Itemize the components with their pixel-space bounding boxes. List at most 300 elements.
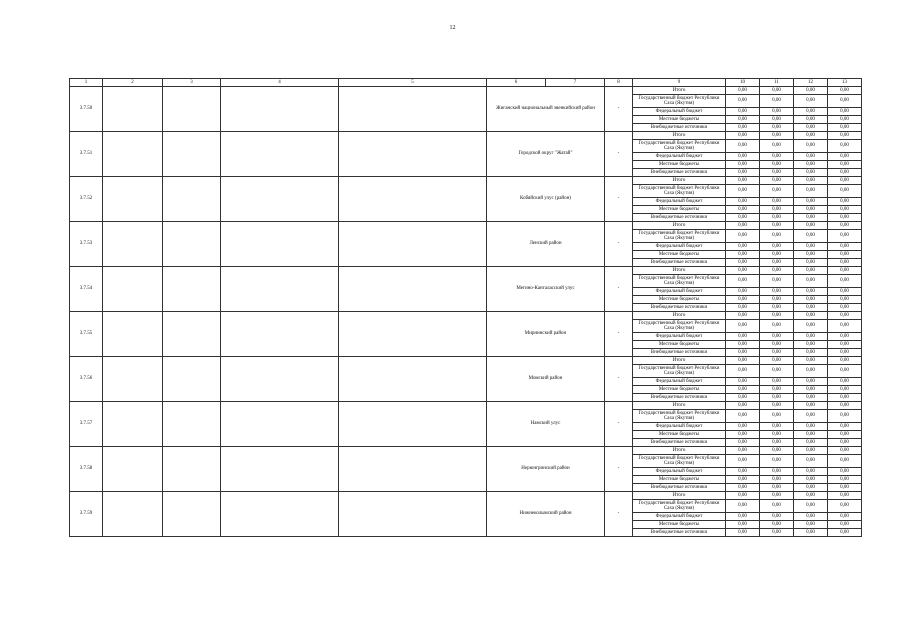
amount-cell: 0,00 [726,492,760,500]
amount-cell: 0,00 [760,410,794,423]
amount-cell: 0,00 [726,394,760,402]
header-cell-col-13: 13 [828,79,862,87]
col-2-cell [103,132,163,177]
amount-cell: 0,00 [726,259,760,267]
amount-cell: 0,00 [794,206,828,214]
amount-cell: 0,00 [794,116,828,124]
col-2-cell [103,267,163,312]
amount-cell: 0,00 [726,521,760,529]
amount-cell: 0,00 [828,476,862,484]
amount-cell: 0,00 [760,304,794,312]
col-2-cell [103,447,163,492]
amount-cell: 0,00 [794,275,828,288]
amount-cell: 0,00 [760,169,794,177]
funding-source: Итого [633,312,726,320]
amount-cell: 0,00 [726,333,760,341]
col-5-cell [339,132,487,177]
table-row [70,177,862,185]
amount-cell: 0,00 [726,230,760,243]
amount-cell: 0,00 [760,206,794,214]
amount-cell: 0,00 [726,153,760,161]
funding-source: Федеральный бюджет [633,378,726,386]
funding-source: Итого [633,132,726,140]
amount-cell: 0,00 [828,87,862,95]
col-5-cell [339,447,487,492]
funding-source: Местные бюджеты [633,206,726,214]
col-4-cell [221,87,339,132]
amount-cell: 0,00 [794,312,828,320]
header-cell-col-10: 10 [726,79,760,87]
amount-cell: 0,00 [828,275,862,288]
funding-source: Местные бюджеты [633,116,726,124]
amount-cell: 0,00 [794,304,828,312]
col-4-cell [221,312,339,357]
funding-source: Государственный бюджет Республики Саха (Якутия) [633,320,726,333]
header-cell-col-2: 2 [103,79,163,87]
col-3-cell [163,132,221,177]
amount-cell: 0,00 [828,320,862,333]
funding-source: Государственный бюджет Республики Саха (Якутия) [633,95,726,108]
col-4-cell [221,492,339,537]
amount-cell: 0,00 [794,214,828,222]
amount-cell: 0,00 [794,185,828,198]
amount-cell: 0,00 [760,108,794,116]
funding-source: Итого [633,402,726,410]
amount-cell: 0,00 [794,357,828,365]
funding-source: Внебюджетные источники [633,439,726,447]
amount-cell: 0,00 [760,124,794,132]
amount-cell: 0,00 [794,349,828,357]
col-5-cell [339,492,487,537]
col-3-cell [163,447,221,492]
amount-cell: 0,00 [794,386,828,394]
amount-cell: 0,00 [794,132,828,140]
amount-cell: 0,00 [760,140,794,153]
amount-cell: 0,00 [794,333,828,341]
amount-cell: 0,00 [828,423,862,431]
row-code: 3.7.52 [70,177,103,222]
funding-source: Внебюджетные источники [633,529,726,537]
funding-source: Федеральный бюджет [633,513,726,521]
amount-cell: 0,00 [828,431,862,439]
amount-cell: 0,00 [726,267,760,275]
amount-cell: 0,00 [828,169,862,177]
amount-cell: 0,00 [726,410,760,423]
amount-cell: 0,00 [726,447,760,455]
amount-cell: 0,00 [794,259,828,267]
district-name: Жиганский национальный эвенкийский район [487,87,605,132]
amount-cell: 0,00 [794,288,828,296]
funding-source: Внебюджетные источники [633,214,726,222]
table-row [70,447,862,455]
col-2-cell [103,177,163,222]
funding-source: Местные бюджеты [633,296,726,304]
col-2-cell [103,402,163,447]
page-number: 12 [449,25,456,31]
amount-cell: 0,00 [760,312,794,320]
amount-cell: 0,00 [760,513,794,521]
amount-cell: 0,00 [760,95,794,108]
funding-source: Внебюджетные источники [633,169,726,177]
amount-cell: 0,00 [828,95,862,108]
table-row [70,312,862,320]
amount-cell: 0,00 [828,153,862,161]
amount-cell: 0,00 [760,500,794,513]
header-cell-col-8: 8 [605,79,633,87]
amount-cell: 0,00 [726,431,760,439]
amount-cell: 0,00 [726,320,760,333]
amount-cell: 0,00 [760,423,794,431]
amount-cell: 0,00 [828,288,862,296]
funding-source: Государственный бюджет Республики Саха (Якутия) [633,500,726,513]
table-row [70,357,862,365]
col-4-cell [221,132,339,177]
amount-cell: 0,00 [760,365,794,378]
amount-cell: 0,00 [726,378,760,386]
amount-cell: 0,00 [726,341,760,349]
amount-cell: 0,00 [794,161,828,169]
col-3-cell [163,267,221,312]
amount-cell: 0,00 [726,476,760,484]
amount-cell: 0,00 [794,251,828,259]
amount-cell: 0,00 [828,484,862,492]
district-name: Ленский район [487,222,605,267]
amount-cell: 0,00 [726,87,760,95]
funding-source: Внебюджетные источники [633,259,726,267]
amount-cell: 0,00 [828,140,862,153]
header-cell-col-12: 12 [794,79,828,87]
funding-source: Местные бюджеты [633,341,726,349]
funding-source: Федеральный бюджет [633,423,726,431]
amount-cell: 0,00 [726,177,760,185]
district-name: Нерюнгринский район [487,447,605,492]
amount-cell: 0,00 [794,341,828,349]
amount-cell: 0,00 [760,87,794,95]
col-8-dash: - [605,402,633,447]
amount-cell: 0,00 [794,431,828,439]
funding-source: Итого [633,177,726,185]
amount-cell: 0,00 [760,288,794,296]
amount-cell: 0,00 [794,198,828,206]
funding-source: Внебюджетные источники [633,484,726,492]
row-code: 3.7.57 [70,402,103,447]
col-5-cell [339,312,487,357]
amount-cell: 0,00 [726,500,760,513]
amount-cell: 0,00 [760,214,794,222]
amount-cell: 0,00 [726,288,760,296]
col-5-cell [339,267,487,312]
amount-cell: 0,00 [760,153,794,161]
amount-cell: 0,00 [828,357,862,365]
col-4-cell [221,222,339,267]
header-cell-col-11: 11 [760,79,794,87]
col-4-cell [221,357,339,402]
col-5-cell [339,222,487,267]
funding-source: Государственный бюджет Республики Саха (Якутия) [633,140,726,153]
col-5-cell [339,402,487,447]
row-code: 3.7.50 [70,87,103,132]
col-8-dash: - [605,132,633,177]
amount-cell: 0,00 [760,529,794,537]
amount-cell: 0,00 [726,402,760,410]
col-5-cell [339,177,487,222]
table-body [70,79,862,537]
funding-source: Местные бюджеты [633,386,726,394]
amount-cell: 0,00 [794,222,828,230]
amount-cell: 0,00 [760,394,794,402]
header-cell-col-1: 1 [70,79,103,87]
amount-cell: 0,00 [760,402,794,410]
funding-source: Федеральный бюджет [633,243,726,251]
col-3-cell [163,177,221,222]
col-3-cell [163,357,221,402]
amount-cell: 0,00 [828,365,862,378]
col-4-cell [221,267,339,312]
col-3-cell [163,312,221,357]
amount-cell: 0,00 [794,521,828,529]
table-row [70,132,862,140]
funding-source: Итого [633,357,726,365]
funding-source: Внебюджетные источники [633,124,726,132]
amount-cell: 0,00 [726,108,760,116]
amount-cell: 0,00 [828,296,862,304]
col-2-cell [103,87,163,132]
funding-source: Внебюджетные источники [633,394,726,402]
amount-cell: 0,00 [726,439,760,447]
col-4-cell [221,402,339,447]
amount-cell: 0,00 [794,87,828,95]
amount-cell: 0,00 [828,341,862,349]
amount-cell: 0,00 [726,198,760,206]
amount-cell: 0,00 [760,177,794,185]
col-2-cell [103,312,163,357]
amount-cell: 0,00 [760,349,794,357]
amount-cell: 0,00 [726,365,760,378]
amount-cell: 0,00 [726,312,760,320]
funding-source: Местные бюджеты [633,161,726,169]
amount-cell: 0,00 [794,500,828,513]
amount-cell: 0,00 [828,447,862,455]
amount-cell: 0,00 [760,484,794,492]
amount-cell: 0,00 [760,476,794,484]
amount-cell: 0,00 [726,275,760,288]
amount-cell: 0,00 [794,230,828,243]
amount-cell: 0,00 [726,214,760,222]
funding-source: Местные бюджеты [633,476,726,484]
amount-cell: 0,00 [760,492,794,500]
financing-table-container [69,78,862,537]
col-8-dash: - [605,87,633,132]
amount-cell: 0,00 [760,357,794,365]
funding-source: Итого [633,87,726,95]
amount-cell: 0,00 [794,492,828,500]
funding-source: Федеральный бюджет [633,333,726,341]
col-2-cell [103,222,163,267]
amount-cell: 0,00 [726,161,760,169]
amount-cell: 0,00 [726,169,760,177]
amount-cell: 0,00 [726,222,760,230]
amount-cell: 0,00 [828,529,862,537]
amount-cell: 0,00 [828,259,862,267]
amount-cell: 0,00 [726,95,760,108]
amount-cell: 0,00 [828,161,862,169]
amount-cell: 0,00 [726,132,760,140]
amount-cell: 0,00 [760,455,794,468]
header-cell-col-6: 6 [487,79,546,87]
row-code: 3.7.59 [70,492,103,537]
amount-cell: 0,00 [828,468,862,476]
amount-cell: 0,00 [794,296,828,304]
amount-cell: 0,00 [794,410,828,423]
amount-cell: 0,00 [794,447,828,455]
amount-cell: 0,00 [760,251,794,259]
amount-cell: 0,00 [794,108,828,116]
amount-cell: 0,00 [828,386,862,394]
table-row [70,87,862,95]
amount-cell: 0,00 [828,230,862,243]
funding-source: Федеральный бюджет [633,198,726,206]
amount-cell: 0,00 [760,116,794,124]
funding-source: Федеральный бюджет [633,288,726,296]
table-row [70,492,862,500]
funding-source: Местные бюджеты [633,431,726,439]
funding-source: Итого [633,222,726,230]
col-4-cell [221,177,339,222]
row-code: 3.7.58 [70,447,103,492]
amount-cell: 0,00 [828,402,862,410]
amount-cell: 0,00 [794,267,828,275]
amount-cell: 0,00 [794,394,828,402]
funding-source: Внебюджетные источники [633,349,726,357]
funding-source: Государственный бюджет Республики Саха (Якутия) [633,410,726,423]
funding-source: Местные бюджеты [633,521,726,529]
amount-cell: 0,00 [828,333,862,341]
col-4-cell [221,447,339,492]
amount-cell: 0,00 [794,423,828,431]
amount-cell: 0,00 [794,513,828,521]
table-row [70,222,862,230]
amount-cell: 0,00 [794,484,828,492]
amount-cell: 0,00 [828,410,862,423]
col-2-cell [103,357,163,402]
col-3-cell [163,492,221,537]
amount-cell: 0,00 [760,267,794,275]
amount-cell: 0,00 [726,296,760,304]
amount-cell: 0,00 [828,243,862,251]
amount-cell: 0,00 [828,312,862,320]
amount-cell: 0,00 [726,206,760,214]
header-row [70,79,862,87]
amount-cell: 0,00 [828,198,862,206]
row-code: 3.7.51 [70,132,103,177]
col-3-cell [163,402,221,447]
funding-source: Государственный бюджет Республики Саха (Якутия) [633,185,726,198]
amount-cell: 0,00 [726,185,760,198]
amount-cell: 0,00 [760,468,794,476]
amount-cell: 0,00 [726,349,760,357]
col-8-dash: - [605,267,633,312]
amount-cell: 0,00 [828,251,862,259]
financing-table [69,78,862,537]
amount-cell: 0,00 [828,378,862,386]
amount-cell: 0,00 [760,378,794,386]
funding-source: Государственный бюджет Республики Саха (Якутия) [633,365,726,378]
amount-cell: 0,00 [794,177,828,185]
funding-source: Внебюджетные источники [633,304,726,312]
amount-cell: 0,00 [726,423,760,431]
district-name: Намский улус [487,402,605,447]
district-name: Мирнинский район [487,312,605,357]
district-name: Мегино-Кангаласский улус [487,267,605,312]
amount-cell: 0,00 [760,439,794,447]
amount-cell: 0,00 [760,521,794,529]
amount-cell: 0,00 [726,386,760,394]
amount-cell: 0,00 [828,455,862,468]
amount-cell: 0,00 [794,529,828,537]
amount-cell: 0,00 [760,132,794,140]
amount-cell: 0,00 [828,214,862,222]
amount-cell: 0,00 [828,492,862,500]
amount-cell: 0,00 [828,521,862,529]
amount-cell: 0,00 [828,394,862,402]
col-2-cell [103,492,163,537]
amount-cell: 0,00 [726,513,760,521]
funding-source: Местные бюджеты [633,251,726,259]
amount-cell: 0,00 [828,349,862,357]
funding-source: Государственный бюджет Республики Саха (Якутия) [633,230,726,243]
amount-cell: 0,00 [726,357,760,365]
amount-cell: 0,00 [828,116,862,124]
amount-cell: 0,00 [828,500,862,513]
amount-cell: 0,00 [794,320,828,333]
district-name: Момский район [487,357,605,402]
amount-cell: 0,00 [760,259,794,267]
amount-cell: 0,00 [726,140,760,153]
col-5-cell [339,87,487,132]
col-8-dash: - [605,357,633,402]
amount-cell: 0,00 [828,439,862,447]
col-8-dash: - [605,222,633,267]
amount-cell: 0,00 [794,365,828,378]
amount-cell: 0,00 [760,333,794,341]
amount-cell: 0,00 [794,455,828,468]
amount-cell: 0,00 [828,304,862,312]
col-3-cell [163,87,221,132]
amount-cell: 0,00 [794,95,828,108]
header-cell-col-3: 3 [163,79,221,87]
amount-cell: 0,00 [760,275,794,288]
funding-source: Федеральный бюджет [633,153,726,161]
row-code: 3.7.53 [70,222,103,267]
header-cell-col-5: 5 [339,79,487,87]
amount-cell: 0,00 [760,386,794,394]
amount-cell: 0,00 [760,185,794,198]
amount-cell: 0,00 [760,222,794,230]
funding-source: Государственный бюджет Республики Саха (Якутия) [633,455,726,468]
amount-cell: 0,00 [828,108,862,116]
col-8-dash: - [605,312,633,357]
amount-cell: 0,00 [726,455,760,468]
amount-cell: 0,00 [794,124,828,132]
amount-cell: 0,00 [828,222,862,230]
amount-cell: 0,00 [760,243,794,251]
amount-cell: 0,00 [794,402,828,410]
district-name: Городской округ "Жатай" [487,132,605,177]
amount-cell: 0,00 [828,124,862,132]
amount-cell: 0,00 [726,304,760,312]
col-8-dash: - [605,447,633,492]
amount-cell: 0,00 [828,185,862,198]
